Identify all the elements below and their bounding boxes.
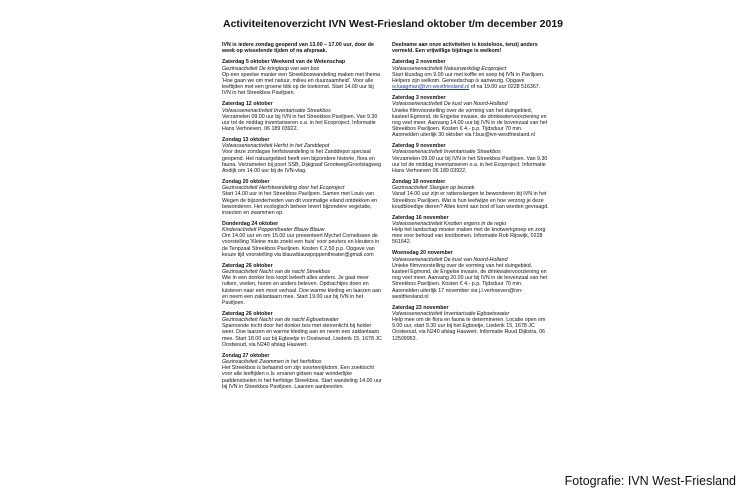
event-date: Zaterdag 26 oktober bbox=[222, 262, 273, 269]
event-date: Zaterdag 5 oktober Weekend van de Wetenschap bbox=[222, 59, 346, 66]
event-category: Volwassenenactiviteit De kust van Noord-Holland bbox=[392, 256, 508, 263]
left-event-list bbox=[222, 59, 382, 390]
right-event-list bbox=[392, 59, 550, 341]
event-date: Zondag 10 november bbox=[392, 178, 446, 185]
event-description-text: Wie in een donker bos loopt beleeft alles anders. Je gaat meer ruiken, voelen, horen en anders beleven. Opdrachtjes doen en luisteren naar een mooi verhaal. Doe warme kleding en laarzen aan en neem een zaklantaarn mee. Start 19.00 uur bij IVN in het Paviljoen. bbox=[222, 275, 381, 306]
document-title: Activiteitenoverzicht IVN West-Friesland oktober t/m december 2019 bbox=[223, 18, 563, 30]
event-description-text: Start klusdag om 9.00 uur met koffie en soep bij IVN in Paviljoen. Helpers zijn welkom. Gereedschap is aanwezig. Opgave bbox=[392, 71, 545, 85]
event-category: Volwassenenactiviteit Inventarisatie Egboetswater bbox=[392, 310, 510, 317]
event-description-text: Help mee om de flora en fauna te determineren. Locatie open om 9.00 uur, start 9.30 uur bij het Egboetje, Liederik 15, 1678 JC Oostwoud, via N240 afslag Hauwert. Informatie Ruud Dijkstra, 06 12509953. bbox=[392, 317, 546, 342]
event-description-text: Om 14.00 uur en om 15.00 uur presenteert Mychel Cornelissen de voorstelling 'Kleine muis zoekt een huis' voor peuters en kleuters in de Tenpzaal Streekbos Paviljoen. Kosten € 2,50 p.p. Opgave van keuze tijd voorstelling via blauwblauwpoppentheater@gmail.com bbox=[222, 233, 380, 258]
event-date: Zondag 13 oktober bbox=[222, 137, 270, 144]
event-item bbox=[392, 305, 550, 342]
event-description bbox=[222, 191, 382, 216]
event-category: Volwassenenactiviteit De kust van Noord-Holland bbox=[392, 101, 508, 108]
event-description bbox=[392, 263, 550, 300]
event-category: Gezinsactiviteit De kringloop van een bos bbox=[222, 65, 320, 72]
event-date: Woensdag 20 november bbox=[392, 250, 453, 257]
event-description-text: Unieke filmvoorstelling over de vorming van het duingebied, kasteel Egmond, de Engelse invasie, de drinkwatervoorziening en nog veel meer. Aanvang 14.00 uur bij IVN in de bovenzaal van het Streekbos Paviljoen. Kosten € 4.- p.p. Tijdsduur 70 min. Aanmelden uiterlijk 30 oktober via f.bus@ivn-westfriesland.nl bbox=[392, 107, 548, 139]
event-date: Zondag 27 oktober bbox=[222, 352, 270, 359]
event-description-text: Verzamelen 09.00 uur bij IVN in het Streekbos Paviljoen. Van 9.30 uur tot de middag inventariseren o.a. in het Ecoproject. Informatie Hans Verhoeven, 06 189 03922. bbox=[222, 113, 378, 133]
event-description bbox=[392, 191, 550, 210]
event-description-text: Vanaf 14.00 uur zijn er rattenslangen te bewonderen bij IVN in het Streekbos Paviljoen. Wat is hun leefwijze en hoe verzorg je deze koudbloedige dieren? Alles komt aan bod of kan worden gevraagd. bbox=[392, 191, 549, 210]
event-description bbox=[222, 275, 382, 306]
event-category: Gezinsactiviteit Nacht van de nacht Streekbos bbox=[222, 268, 331, 275]
event-description-text: Het Streekbos is befaamd om zijn soortenrijkdom. Een zoektocht voor alle leeftijden o.lv. ervaren gidsen naar wonderlijke paddenstoelen in het herfstige Streekbos. Start wandeling 14.00 uur bij IVN in Streekbos Paviljoen. Laarzen aanbevolen. bbox=[222, 365, 382, 390]
event-item bbox=[222, 263, 382, 306]
event-date: Zaterdag 23 november bbox=[392, 304, 449, 311]
event-description-text: Voor deze zondagse herfstwandeling is het Zanddepot speciaal geopend. Het natuurgebied heeft een bijzondere historie, flora en fauna. Verzamelen bij poort SSB, Dijkgraaf Grootweg/Grootslagweg Andijk om 14.00 uur bij de IVN-vlag. bbox=[222, 149, 381, 175]
event-description bbox=[222, 149, 382, 174]
event-description bbox=[392, 108, 550, 139]
event-date: Zondag 20 oktober bbox=[222, 178, 270, 185]
event-description bbox=[222, 365, 382, 390]
event-description-text: Op een speelse manier een Streekboswandeling maken met thema 'Hoe gaan we om met natuur, milieu en duurzaamheid'. Voor alle leeftijden met een groene blik op de toekomst. Start 14.00 uur bij IVN in het Streekbos Paviljoen. bbox=[222, 71, 381, 97]
event-item bbox=[392, 250, 550, 300]
event-item bbox=[222, 221, 382, 258]
event-category: Volwassenenactiviteit Knotten ergens in de regio bbox=[392, 220, 507, 227]
event-date: Zaterdag 9 november bbox=[392, 143, 446, 150]
photo-credit: Fotografie: IVN West-Friesland bbox=[564, 474, 736, 488]
right-intro: Deelname aan onze activiteiten is kosteloos, tenzij anders vermeld. Een vrijwillige bijdrage is welkom! bbox=[392, 42, 538, 55]
event-item bbox=[222, 311, 382, 348]
event-item bbox=[392, 59, 550, 90]
event-description bbox=[222, 233, 382, 258]
event-item bbox=[392, 179, 550, 210]
event-date: Zaterdag 26 oktober bbox=[222, 310, 273, 317]
event-description bbox=[222, 323, 382, 348]
event-category: Gezinsactiviteit Slangen op bezoek bbox=[392, 185, 475, 192]
event-item bbox=[222, 179, 382, 216]
event-description-text: Spannende tocht door het donker bos met sterrenlicht bij helder weer. Doe laarzen en warme kleding aan en neem een zaklantaarn mee. Start 18.00 uur bij Egboetje in Oostwoud, Liederik 15, 1678 JC Oostwoud, via N240 afslag Hauwert. bbox=[222, 323, 382, 348]
right-column bbox=[392, 42, 550, 347]
event-item bbox=[222, 137, 382, 174]
event-description bbox=[392, 317, 550, 342]
event-description bbox=[392, 72, 550, 91]
event-description-text: Help het landschap mooier maken met de knotwerkgroep en zorg mee voor behoud van knotbomen. Informatie Rob Rijswijk, 0228 561642. bbox=[392, 227, 546, 246]
event-description-text: Start 14.00 uur in het Streekbos Paviljoen. Samen met Louis van Wegen de bijzonderheden van dit voormalige eiland ontdekken en bewonderen. Het ecologisch beheer levert bijzondere vegetatie, insecten en zwammen op. bbox=[222, 191, 378, 216]
event-category: Kinderactiviteit Poppentheater Blauw Blauw bbox=[222, 227, 325, 234]
email-link[interactable]: w.kaagman@ivn-westfriesland.nl bbox=[392, 84, 470, 91]
left-column bbox=[222, 42, 382, 395]
event-item bbox=[222, 59, 382, 96]
event-description bbox=[392, 156, 550, 175]
event-item bbox=[392, 143, 550, 174]
event-item bbox=[392, 215, 550, 246]
event-date: Donderdag 24 oktober bbox=[222, 220, 279, 227]
event-description bbox=[392, 227, 550, 246]
event-category: Volwassenenactiviteit Inventarisatie Streekbos bbox=[392, 149, 501, 156]
event-item bbox=[222, 101, 382, 132]
event-description-text: of na 19.00 uur 0228 516367. bbox=[469, 84, 541, 91]
event-description-text: Unieke filmvoorstelling over de vorming van het duingebied, kasteel Egmond, de Engelse invasie, de drinkwatervoorziening en nog veel meer. Aanvang 20.00 uur bij IVN in de bovenzaal van het Streekbos Paviljoen. Kosten € 4.- p.p. Tijdsduur 70 min. Aanmelden uiterlijk 17 november via j.l.verhoeven@ivn-westfriesland.nl bbox=[392, 262, 548, 300]
left-intro: IVN is iedere zondag geopend van 13.00 – 17.00 uur, door de week op wisselende tijden of na afspraak. bbox=[222, 42, 374, 55]
event-description-text: Verzamelen 09.00 uur bij IVN in het Streekbos Paviljoen. Van 9.30 uur tot de middag inventariseren o.a. in het Ecoproject. Informatie Hans Verhoeven 06 189 03922. bbox=[392, 155, 548, 175]
event-category: Volwassenenactiviteit Herfst in het Zanddepot bbox=[222, 143, 330, 150]
event-date: Zaterdag 2 november bbox=[392, 59, 446, 66]
event-item bbox=[392, 95, 550, 138]
event-description bbox=[222, 114, 382, 133]
event-date: Zaterdag 3 november bbox=[392, 95, 446, 102]
event-category: Volwassenenactiviteit Inventarisatie Streekbos bbox=[222, 107, 331, 114]
event-category: Volwassenenactiviteit Natuurwerkdag Ecoproject bbox=[392, 65, 507, 72]
event-category: Gezinsactiviteit Herfstwandeling door het Ecoproject bbox=[222, 185, 345, 192]
event-category: Gezinsactiviteit Zwammen in het herfstbos bbox=[222, 358, 322, 365]
event-item bbox=[222, 353, 382, 390]
event-date: Zaterdag 16 november bbox=[392, 214, 449, 221]
event-category: Gezinsactiviteit Nacht van de nacht Egboetswater bbox=[222, 317, 339, 324]
event-description bbox=[222, 72, 382, 97]
event-date: Zaterdag 12 oktober bbox=[222, 101, 273, 108]
